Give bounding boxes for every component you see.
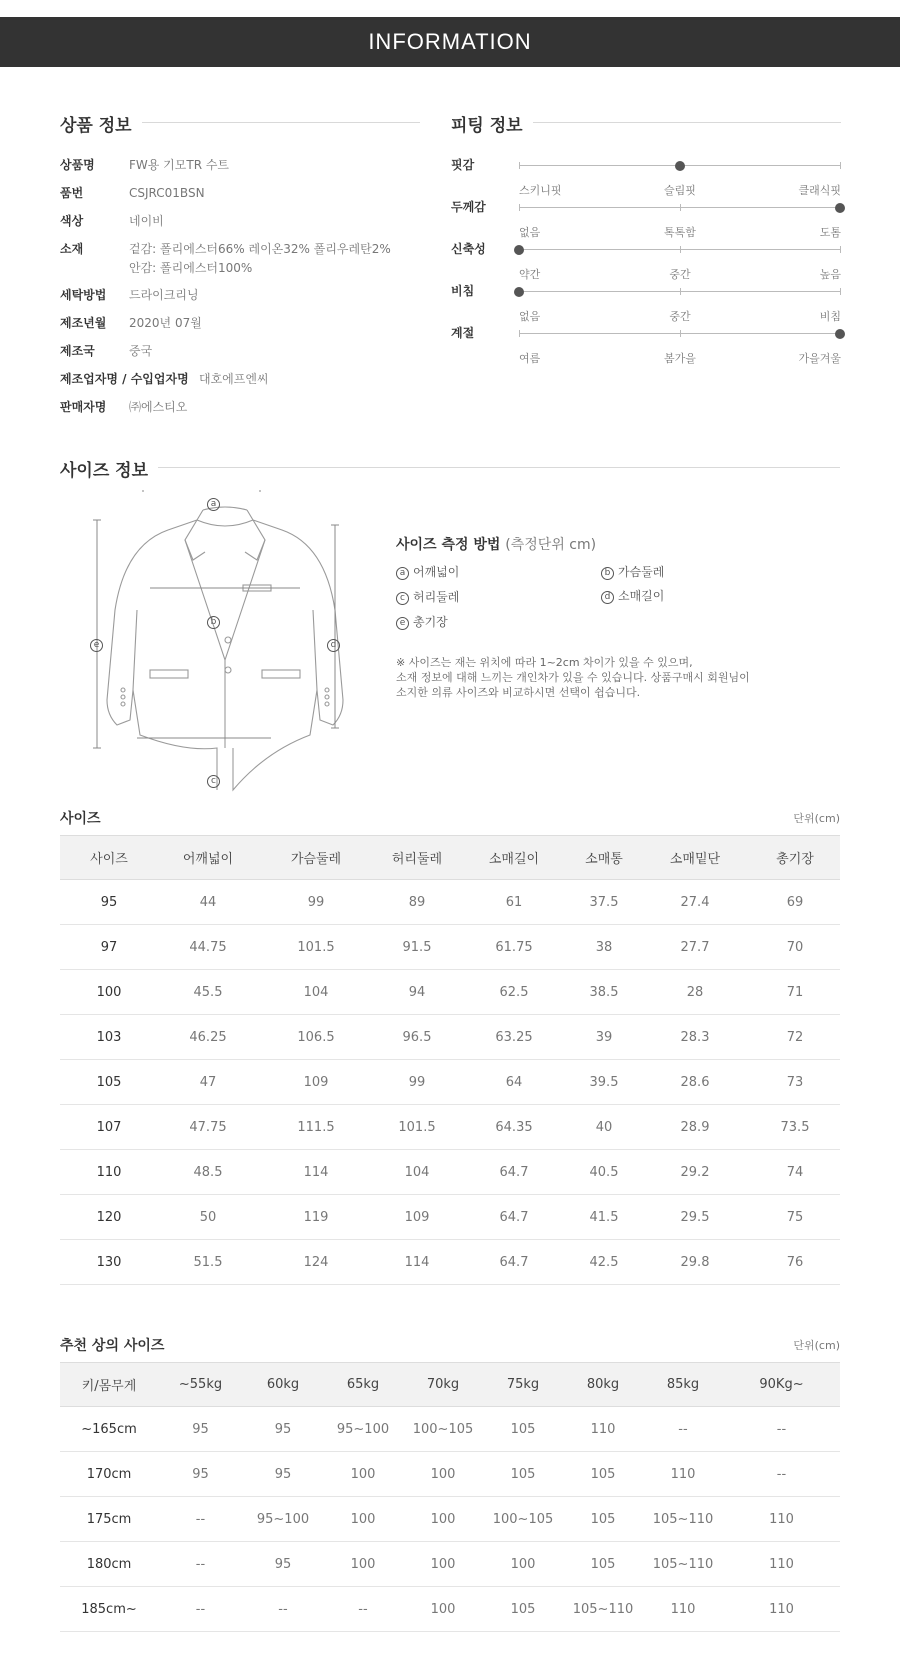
column-header: 70kg — [403, 1363, 483, 1407]
table-cell: 130 — [60, 1240, 158, 1285]
table-cell: 64.7 — [460, 1150, 568, 1195]
table-cell: 64.7 — [460, 1240, 568, 1285]
table-cell: 110 — [643, 1452, 723, 1497]
size-table-header — [60, 836, 840, 880]
table-cell: 100 — [403, 1587, 483, 1632]
table-cell: 105~110 — [563, 1587, 643, 1632]
table-cell: 110 — [563, 1407, 643, 1452]
column-header: 사이즈 — [60, 836, 158, 880]
fit-tick — [680, 246, 681, 253]
table-cell: 170cm — [60, 1452, 158, 1497]
info-value-lining: 안감: 폴리에스터100% — [129, 261, 253, 275]
table-row — [60, 1452, 840, 1497]
table-cell: 95~100 — [323, 1407, 403, 1452]
column-header: 소매통 — [568, 836, 640, 880]
table-cell: 95 — [60, 880, 158, 925]
table-cell: 44.75 — [158, 925, 258, 970]
table-cell: -- — [158, 1587, 243, 1632]
table-cell: 100 — [60, 970, 158, 1015]
measure-method-title: 사이즈 측정 방법 (측정단위 cm) — [396, 537, 597, 553]
fit-tick — [680, 330, 681, 337]
fit-option: 비침 — [819, 310, 841, 323]
table-cell: 105 — [483, 1407, 563, 1452]
table-row — [60, 1497, 840, 1542]
column-header: 85kg — [643, 1363, 723, 1407]
table-cell: 62.5 — [460, 970, 568, 1015]
info-label: 상품명 — [60, 158, 95, 172]
column-header: 가슴둘레 — [258, 836, 374, 880]
fit-scale — [519, 291, 841, 323]
info-label: 판매자명 — [60, 400, 107, 414]
fit-option: 중간 — [669, 310, 691, 323]
fit-option: 클래식핏 — [798, 184, 841, 197]
column-header: 75kg — [483, 1363, 563, 1407]
info-label: 품번 — [60, 186, 84, 200]
table-cell: -- — [323, 1587, 403, 1632]
fit-selected-dot — [514, 287, 524, 297]
table-cell: 100~105 — [403, 1407, 483, 1452]
measure-item-b: b 가슴둘레 — [601, 563, 664, 580]
column-header: ~55kg — [158, 1363, 243, 1407]
table-cell: 44 — [158, 880, 258, 925]
fit-label: 두께감 — [451, 200, 486, 214]
table-cell: 175cm — [60, 1497, 158, 1542]
table-cell: 47 — [158, 1060, 258, 1105]
table-cell: 100 — [323, 1497, 403, 1542]
table-cell: 61.75 — [460, 925, 568, 970]
fit-row-stretch — [451, 240, 841, 280]
table-cell: 100 — [323, 1542, 403, 1587]
table-cell: 100 — [403, 1497, 483, 1542]
table-cell: -- — [158, 1542, 243, 1587]
table-cell: 100 — [403, 1542, 483, 1587]
table-cell: 105~110 — [643, 1542, 723, 1587]
table-cell: 110 — [723, 1542, 840, 1587]
table-row — [60, 1407, 840, 1452]
table-row — [60, 1150, 840, 1195]
fit-selected-dot — [835, 203, 845, 213]
table-cell: 95 — [158, 1407, 243, 1452]
table-cell: 97 — [60, 925, 158, 970]
measure-item-d: d 소매길이 — [601, 587, 664, 604]
info-value: 겉감: 폴리에스터66% 레이온32% 폴리우레탄2% — [129, 242, 391, 256]
table-cell: 104 — [374, 1150, 460, 1195]
info-value: 중국 — [129, 344, 153, 358]
fit-selected-dot — [835, 329, 845, 339]
table-cell: 110 — [723, 1497, 840, 1542]
fit-option: 중간 — [669, 268, 691, 281]
fit-option: 가을겨울 — [798, 352, 841, 365]
table-cell: -- — [723, 1452, 840, 1497]
table-cell: 61 — [460, 880, 568, 925]
column-header: 허리둘레 — [374, 836, 460, 880]
table-cell: 103 — [60, 1015, 158, 1060]
measure-item-c: c 허리둘레 — [396, 588, 459, 605]
size-table — [60, 835, 840, 1285]
table-cell: 29.8 — [640, 1240, 750, 1285]
table-row — [60, 1060, 840, 1105]
table-cell: 120 — [60, 1195, 158, 1240]
fit-tick — [840, 162, 841, 169]
table-cell: 73 — [750, 1060, 840, 1105]
table-cell: 111.5 — [258, 1105, 374, 1150]
table-cell: 70 — [750, 925, 840, 970]
fit-scale — [519, 333, 841, 365]
table-cell: 101.5 — [258, 925, 374, 970]
recommend-table-header — [60, 1363, 840, 1407]
recommend-table-unit: 단위(cm) — [793, 1339, 840, 1352]
size-info-rule — [60, 467, 840, 468]
fit-row-thickness — [451, 198, 841, 238]
fit-label: 신축성 — [451, 242, 486, 256]
diagram-marker-d: d — [327, 637, 344, 652]
table-row — [60, 925, 840, 970]
table-cell: 51.5 — [158, 1240, 258, 1285]
column-header: 소매밑단 — [640, 836, 750, 880]
fit-tick — [840, 288, 841, 295]
table-cell: 64.7 — [460, 1195, 568, 1240]
info-value: 대호에프엔씨 — [199, 372, 269, 386]
diagram-marker-b: b — [207, 614, 224, 629]
info-label: 색상 — [60, 214, 84, 228]
info-label: 소재 — [60, 242, 84, 256]
column-header: 어깨넓이 — [158, 836, 258, 880]
table-cell: 42.5 — [568, 1240, 640, 1285]
column-header: 90Kg~ — [723, 1363, 840, 1407]
table-cell: 100~105 — [483, 1497, 563, 1542]
table-cell: 109 — [374, 1195, 460, 1240]
table-cell: 72 — [750, 1015, 840, 1060]
table-cell: 99 — [258, 880, 374, 925]
table-row — [60, 970, 840, 1015]
info-value: 드라이크리닝 — [129, 288, 199, 302]
table-cell: 105 — [60, 1060, 158, 1105]
fit-label: 비침 — [451, 284, 475, 298]
table-cell: 64 — [460, 1060, 568, 1105]
jacket-diagram — [85, 490, 360, 795]
table-cell: 119 — [258, 1195, 374, 1240]
table-cell: 105 — [563, 1452, 643, 1497]
info-value: FW용 기모TR 수트 — [129, 158, 230, 172]
table-cell: 89 — [374, 880, 460, 925]
fit-tick — [680, 204, 681, 211]
table-cell: 95 — [243, 1542, 323, 1587]
table-cell: 105 — [483, 1452, 563, 1497]
diagram-marker-c: c — [207, 773, 224, 788]
fit-label: 핏감 — [451, 158, 475, 172]
table-cell: 114 — [374, 1240, 460, 1285]
diagram-marker-a: a — [207, 496, 224, 511]
size-info-title: 사이즈 정보 — [60, 456, 158, 481]
recommend-table — [60, 1362, 840, 1632]
table-cell: ~165cm — [60, 1407, 158, 1452]
table-cell: 95 — [243, 1452, 323, 1497]
table-cell: 39.5 — [568, 1060, 640, 1105]
table-row — [60, 1240, 840, 1285]
table-cell: 47.75 — [158, 1105, 258, 1150]
table-row — [60, 1587, 840, 1632]
fit-option: 슬림핏 — [664, 184, 696, 197]
table-cell: 71 — [750, 970, 840, 1015]
table-cell: 28.3 — [640, 1015, 750, 1060]
fit-option: 톡톡함 — [664, 226, 696, 239]
fit-row-fit — [451, 156, 841, 196]
fit-tick — [519, 204, 520, 211]
table-cell: 41.5 — [568, 1195, 640, 1240]
table-cell: 110 — [60, 1150, 158, 1195]
fit-option: 스키니핏 — [519, 184, 562, 197]
table-cell: 96.5 — [374, 1015, 460, 1060]
column-header: 65kg — [323, 1363, 403, 1407]
info-label: 세탁방법 — [60, 288, 107, 302]
table-cell: 37.5 — [568, 880, 640, 925]
table-cell: 38 — [568, 925, 640, 970]
table-cell: 29.2 — [640, 1150, 750, 1195]
table-cell: 180cm — [60, 1542, 158, 1587]
table-cell: 114 — [258, 1150, 374, 1195]
fit-option: 도톰 — [819, 226, 841, 239]
table-row — [60, 1105, 840, 1150]
table-cell: 28.9 — [640, 1105, 750, 1150]
table-cell: 95 — [158, 1452, 243, 1497]
fit-option: 약간 — [519, 268, 541, 281]
fit-scale — [519, 249, 841, 281]
table-cell: 39 — [568, 1015, 640, 1060]
table-cell: 28 — [640, 970, 750, 1015]
table-cell: 105 — [483, 1587, 563, 1632]
table-cell: 99 — [374, 1060, 460, 1105]
table-cell: 76 — [750, 1240, 840, 1285]
table-cell: 107 — [60, 1105, 158, 1150]
table-cell: 63.25 — [460, 1015, 568, 1060]
table-cell: 28.6 — [640, 1060, 750, 1105]
table-cell: 50 — [158, 1195, 258, 1240]
size-note: ※ 사이즈는 재는 위치에 따라 1~2cm 차이가 있을 수 있으며, 소재 정보에 대해 느끼는 개인차가 있을 수 있습니다. 상품구매시 회원님이 소지한 의류 사이즈와 비교하시면 선택이 쉽습니다. — [396, 656, 750, 699]
table-cell: 100 — [483, 1542, 563, 1587]
table-cell: -- — [643, 1407, 723, 1452]
table-cell: 100 — [403, 1452, 483, 1497]
table-cell: 110 — [723, 1587, 840, 1632]
fit-tick — [840, 246, 841, 253]
table-cell: 69 — [750, 880, 840, 925]
table-row — [60, 1542, 840, 1587]
fit-scale — [519, 165, 841, 197]
table-cell: 95~100 — [243, 1497, 323, 1542]
info-value: 2020년 07월 — [129, 316, 202, 330]
recommend-table-title: 추천 상의 사이즈 — [60, 1338, 165, 1354]
table-cell: 94 — [374, 970, 460, 1015]
size-table-title: 사이즈 — [60, 811, 101, 827]
fit-selected-dot — [514, 245, 524, 255]
fit-label: 계절 — [451, 326, 475, 340]
information-banner: INFORMATION — [0, 17, 900, 67]
info-value: ㈜에스티오 — [129, 400, 188, 414]
table-row — [60, 880, 840, 925]
fit-tick — [519, 162, 520, 169]
fit-tick — [519, 330, 520, 337]
table-cell: 105 — [563, 1542, 643, 1587]
fit-selected-dot — [675, 161, 685, 171]
fit-option: 없음 — [519, 226, 541, 239]
measure-item-e: e 총기장 — [396, 613, 448, 630]
table-cell: 45.5 — [158, 970, 258, 1015]
table-row — [60, 1015, 840, 1060]
table-cell: 48.5 — [158, 1150, 258, 1195]
table-cell: 105~110 — [643, 1497, 723, 1542]
fit-option: 없음 — [519, 310, 541, 323]
table-cell: -- — [158, 1497, 243, 1542]
table-cell: 74 — [750, 1150, 840, 1195]
table-cell: 40 — [568, 1105, 640, 1150]
table-cell: 95 — [243, 1407, 323, 1452]
table-cell: 73.5 — [750, 1105, 840, 1150]
size-table-unit: 단위(cm) — [793, 812, 840, 825]
table-cell: -- — [243, 1587, 323, 1632]
fitting-info-title: 피팅 정보 — [451, 111, 533, 136]
table-cell: 104 — [258, 970, 374, 1015]
table-cell: 109 — [258, 1060, 374, 1105]
info-label: 제조국 — [60, 344, 95, 358]
column-header: 키/몸무게 — [60, 1363, 158, 1407]
table-cell: 124 — [258, 1240, 374, 1285]
table-cell: -- — [723, 1407, 840, 1452]
column-header: 80kg — [563, 1363, 643, 1407]
table-row — [60, 1195, 840, 1240]
product-info-title: 상품 정보 — [60, 111, 142, 136]
measure-unit: (측정단위 cm) — [505, 537, 597, 553]
fit-row-season — [451, 324, 841, 364]
table-cell: 101.5 — [374, 1105, 460, 1150]
table-cell: 38.5 — [568, 970, 640, 1015]
diagram-marker-e: e — [90, 637, 107, 652]
fit-option: 봄가을 — [664, 352, 696, 365]
table-cell: 75 — [750, 1195, 840, 1240]
column-header: 총기장 — [750, 836, 840, 880]
table-cell: 40.5 — [568, 1150, 640, 1195]
table-cell: 106.5 — [258, 1015, 374, 1060]
column-header: 60kg — [243, 1363, 323, 1407]
measure-item-a: a 어깨넓이 — [396, 563, 459, 580]
table-cell: 105 — [563, 1497, 643, 1542]
fit-option: 높음 — [819, 268, 841, 281]
info-value: 네이비 — [129, 214, 164, 228]
table-cell: 110 — [643, 1587, 723, 1632]
table-cell: 29.5 — [640, 1195, 750, 1240]
table-cell: 27.7 — [640, 925, 750, 970]
column-header: 소매길이 — [460, 836, 568, 880]
table-cell: 185cm~ — [60, 1587, 158, 1632]
table-cell: 100 — [323, 1452, 403, 1497]
table-cell: 91.5 — [374, 925, 460, 970]
fit-tick — [680, 288, 681, 295]
table-cell: 46.25 — [158, 1015, 258, 1060]
table-cell: 64.35 — [460, 1105, 568, 1150]
table-cell: 27.4 — [640, 880, 750, 925]
info-value: CSJRC01BSN — [129, 186, 205, 200]
info-label: 제조업자명 / 수입업자명 — [60, 372, 189, 386]
fit-option: 여름 — [519, 352, 541, 365]
fit-row-sheerness — [451, 282, 841, 322]
info-label: 제조년월 — [60, 316, 107, 330]
fit-scale — [519, 207, 841, 239]
